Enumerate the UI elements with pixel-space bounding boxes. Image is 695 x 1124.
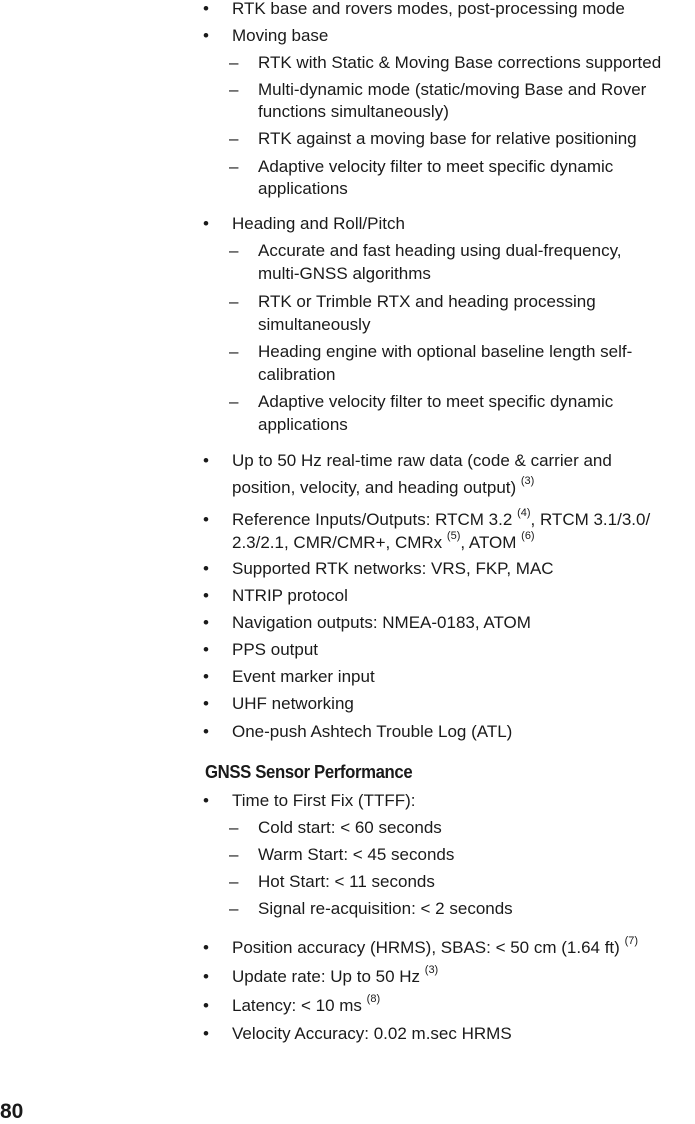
- list-item: • Moving base: [203, 26, 329, 45]
- list-item: • Event marker input: [203, 667, 375, 686]
- list-item: • Velocity Accuracy: 0.02 m.sec HRMS: [203, 1024, 512, 1043]
- list-item: • Update rate: Up to 50 Hz $^{(3)}$: [203, 964, 439, 986]
- footnote-ref: (3): [520, 475, 535, 488]
- sub-list-item: – RTK against a moving base for relative positioning: [229, 129, 637, 148]
- list-item: • UHF networking: [203, 694, 354, 713]
- section-heading: GNSS Sensor Performance: [205, 762, 413, 782]
- list-item: • Heading and Roll/Pitch: [203, 214, 405, 233]
- list-item: • Navigation outputs: NMEA-0183, ATOM: [203, 613, 531, 632]
- list-item: • Reference Inputs/Outputs: RTCM 3.2 $^{(4)}$, RTCM 3.1/3.0/: [203, 507, 651, 529]
- list-item: • PPS output: [203, 640, 319, 659]
- sub-list-item: – Accurate and fast heading using dual-frequency,: [229, 241, 622, 260]
- footnote-ref: (5): [446, 530, 461, 543]
- footnote-ref: (4): [517, 507, 531, 520]
- sub-list-item: – Adaptive velocity filter to meet specific dynamic: [229, 392, 614, 411]
- list-item: • NTRIP protocol: [203, 586, 348, 605]
- list-item: • RTK base and rovers modes, post-processing mode: [203, 0, 625, 18]
- sub-list-item: – RTK or Trimble RTX and heading processing: [229, 292, 596, 311]
- sub-list-item: – Signal re-acquisition: < 2 seconds: [229, 899, 513, 918]
- sub-list-item: – Warm Start: < 45 seconds: [229, 845, 455, 864]
- sub-list-item: – Hot Start: < 11 seconds: [229, 872, 435, 891]
- list-item: • Position accuracy (HRMS), SBAS: < 50 cm (1.64 ft) $^{(7)}$: [203, 935, 639, 957]
- list-item: • Up to 50 Hz real-time raw data (code & carrier and: [203, 451, 612, 470]
- sub-list-item: – Heading engine with optional baseline length self-: [229, 342, 633, 361]
- sub-list-item: – Cold start: < 60 seconds: [229, 818, 442, 837]
- list-item: • One-push Ashtech Trouble Log (ATL): [203, 722, 513, 741]
- sub-list-item: – RTK with Static & Moving Base corrections supported: [229, 53, 662, 72]
- footnote-ref: (3): [424, 964, 439, 977]
- footnote-ref: (8): [366, 993, 381, 1006]
- footnote-ref: (7): [624, 935, 639, 948]
- sub-list-item: – Adaptive velocity filter to meet specific dynamic: [229, 157, 614, 176]
- list-item: • Time to First Fix (TTFF):: [203, 791, 416, 810]
- list-item: • Supported RTK networks: VRS, FKP, MAC: [203, 559, 554, 578]
- list-item: • Latency: < 10 ms $^{(8)}$: [203, 993, 381, 1015]
- footnote-ref: (6): [521, 530, 535, 543]
- page-number: 80: [0, 1100, 24, 1123]
- sub-list-item: – Multi-dynamic mode (static/moving Base and Rover: [229, 80, 647, 99]
